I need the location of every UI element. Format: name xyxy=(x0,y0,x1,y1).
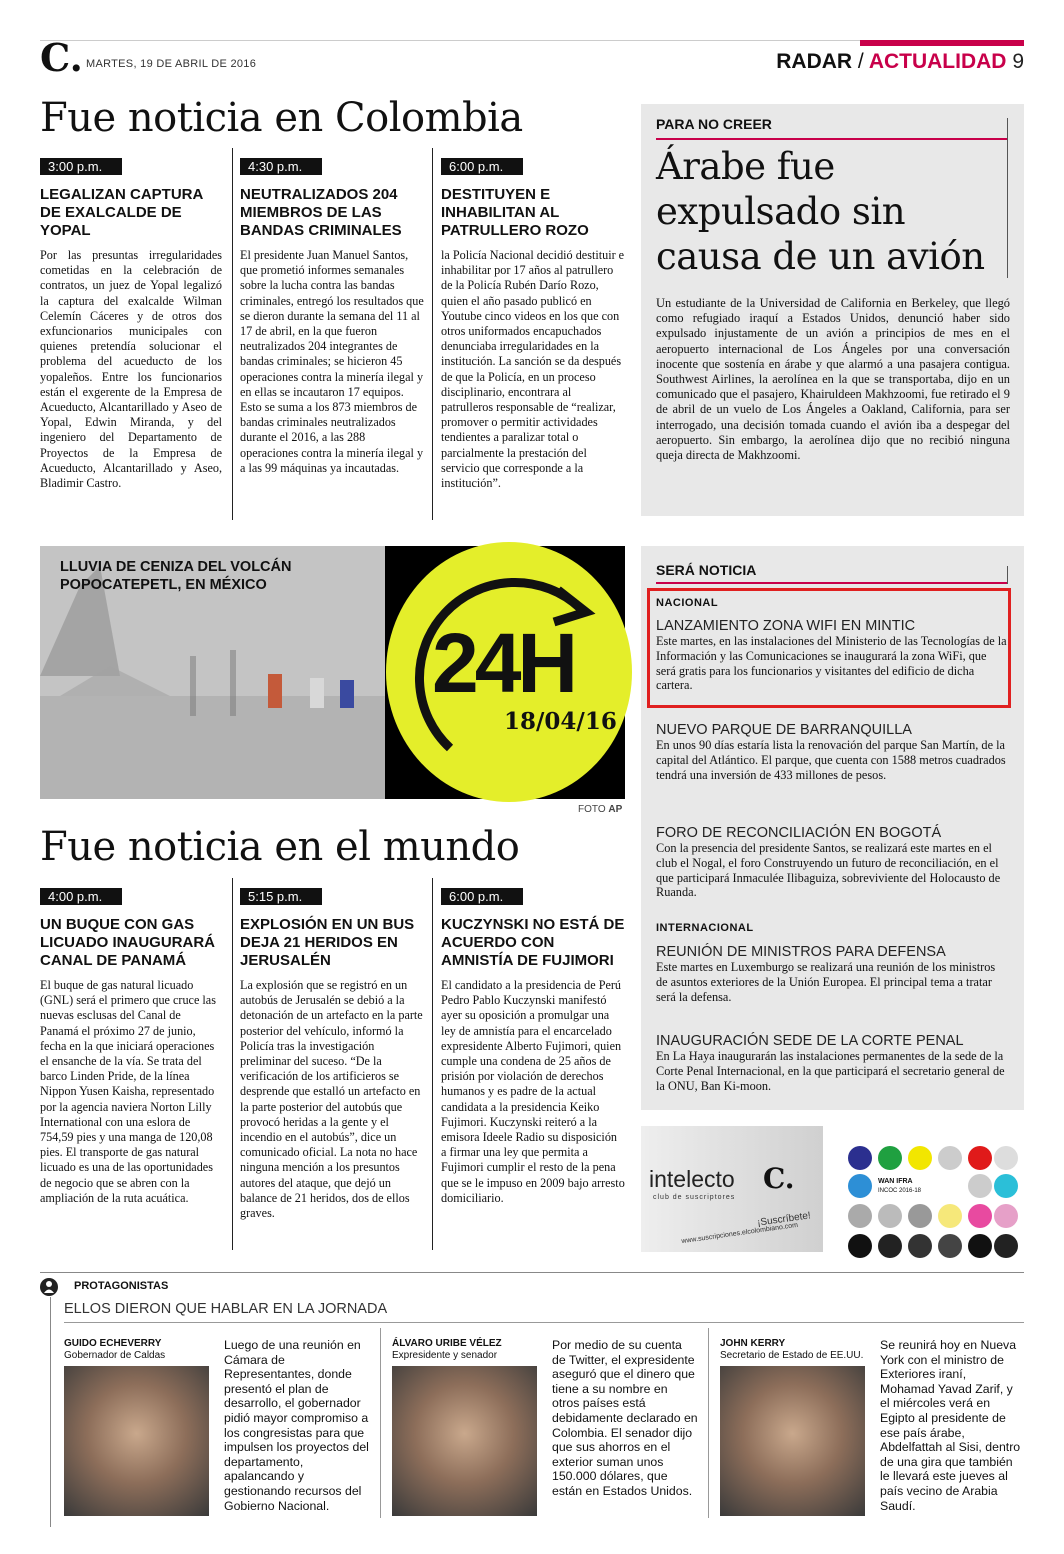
issue-date: MARTES, 19 DE ABRIL DE 2016 xyxy=(86,58,257,70)
color-registration-marks xyxy=(840,1140,1024,1268)
story-body: la Policía Nacional decidió destituir e inhabilitar por 17 años al patrullero de la Policía Rubén Darío Rozo, quien el año pasado publicó en Youtube cinco videos en los que con otros uniformados encapuchados denunciaba irregularidades en la institución. La sanción se da después de que la Policía, en un proceso disciplinario, encontrara al patrulleros responsable de “realizar, promover o permitir actividades tendientes a paralizar total o parcialmente la prestación del servicio que corresponde a la institución”. xyxy=(441,248,625,491)
section-label xyxy=(776,50,1024,74)
item-body: En La Haya inaugurarán las instalaciones permanentes de la sede de la Corte Penal Internacional, en la que participará el secretario general de la ONU, Ban Ki-moon. xyxy=(656,1049,1005,1093)
mundo-story-3 xyxy=(441,888,625,1206)
protagonist-text: Por medio de su cuenta de Twitter, el expresidente aseguró que el dinero que tiene a su nombre en otros países está debidamente declarado en Colombia. El senador dijo que sus ahorros en el exterior suman unos 150.000 dólares, que están en Estados Unidos. xyxy=(552,1338,698,1498)
kicker-rule xyxy=(656,138,1008,140)
mundo-title: Fue noticia en el mundo xyxy=(40,824,520,870)
protagonist-role: Gobernador de Caldas xyxy=(64,1350,166,1361)
section-color-bar xyxy=(860,40,1024,46)
protagonist-photo xyxy=(392,1366,537,1516)
colombia-story-2 xyxy=(240,158,424,476)
newspaper-logo: C. xyxy=(40,35,83,80)
ad-club: club de suscriptores xyxy=(653,1194,736,1201)
sera-noticia-item-5 xyxy=(656,1033,1008,1093)
swatch xyxy=(994,1146,1018,1170)
story-body: El presidente Juan Manuel Santos, que prometió informes semanales sobre la lucha contra las bandas criminales, entregó los resultados que se dieron durante la semana del 11 al 17 de abril, en la que fueron neutralizados 204 integrantes de bandas criminales; se hicieron 45 operaciones contra la minería ilegal y en ellas se incautaron 17 equipos. Esto se suma a los 873 miembros de bandas criminales neutralizados durante el 2016, a las 288 operaciones contra la minería ilegal y a las 99 máquinas ya incautadas. xyxy=(240,248,424,475)
intelecto-ad[interactable] xyxy=(641,1126,823,1252)
protagonist-divider xyxy=(708,1328,709,1518)
protagonist-name: ÁLVARO URIBE VÉLEZ xyxy=(392,1338,502,1349)
panel-corner-rule xyxy=(1007,118,1008,278)
page-number: 9 xyxy=(1012,50,1024,73)
column-divider xyxy=(232,878,233,1250)
protagonist-photo xyxy=(720,1366,865,1516)
swatch xyxy=(968,1204,992,1228)
story-time: 6:00 p.m. xyxy=(441,888,523,905)
24h-label: 24H xyxy=(432,616,575,710)
para-no-creer-panel xyxy=(641,104,1024,516)
photo-caption: LLUVIA DE CENIZA DEL VOLCÁN POPOCATEPETL, EN MÉXICO xyxy=(60,559,292,593)
swatch xyxy=(908,1146,932,1170)
colombia-title: Fue noticia en Colombia xyxy=(40,95,523,141)
protagonistas-top-rule xyxy=(40,1272,1024,1273)
swatch xyxy=(848,1174,872,1198)
colombia-story-1 xyxy=(40,158,222,491)
item-body: Este martes en Luxemburgo se realizará una reunión de los ministros de asuntos exteriores de la Unión Europea. El principal tema a tratar será la defensa. xyxy=(656,960,996,1004)
story-body: El candidato a la presidencia de Perú Pedro Pablo Kuczynski manifestó ayer su oposición a promulgar una ley de amnistía para el encarcelado expresidente Alberto Fujimori, quien cumple una condena de 25 años de prisión por violación de derechos humanos y es padre de la actual candidata a la presidencia Keiko Fujimori. Kuczynski reiteró a la emisora Ideele Radio su disposición a firmar una ley que permita a Fujimori cumplir el resto de la pena que se le impuso en 2009 bajo arresto domiciliario. xyxy=(441,978,625,1205)
sera-noticia-item-2 xyxy=(656,722,1008,782)
item-headline: FORO DE RECONCILIACIÓN EN BOGOTÁ xyxy=(656,825,942,841)
story-headline: DESTITUYEN E INHABILITAN AL PATRULLERO ROZO xyxy=(441,186,589,239)
item-body: Este martes, en las instalaciones del Ministerio de las Tecnologías de la Información y las Comunicaciones se inaugurará la zona WiFi, que será gratis para los funcionarios y visitantes del edificio de dicha cartera. xyxy=(656,634,1007,693)
swatch xyxy=(908,1234,932,1258)
sera-noticia-kicker: SERÁ NOTICIA xyxy=(656,562,757,578)
ad-url: www.suscripciones.elcolombiano.com xyxy=(681,1221,799,1246)
swatch xyxy=(938,1146,962,1170)
swatch xyxy=(848,1204,872,1228)
story-time: 4:30 p.m. xyxy=(240,158,322,175)
story-time: 6:00 p.m. xyxy=(441,158,523,175)
swatch xyxy=(878,1146,902,1170)
item-headline: LANZAMIENTO ZONA WIFI EN MINTIC xyxy=(656,618,916,634)
para-no-creer-body: Un estudiante de la Universidad de California en Berkeley, que llegó como refugiado iraquí a Estados Unidos, denunció haber sido expulsado injustamente de un avión a principios de mes en el aeropuerto internacional de Los Ángeles por una conversación inocente que sostenía en árabe y que alarmó a una pasajera contigua. Southwest Airlines, la aerolínea en la que se transportaba, dijo en un comunicado que el pasajero, Khairuldeen Makhzoomi, fue retirado el 9 de abril de un vuelo de Los Ángeles a Oakland, California, para ser interrogado, una decisión tomada cuando el avión iba a despegar del aeropuerto. Sin embargo, la aerolínea dijo que no recibió ninguna queja directa de Makhzoomi. xyxy=(656,296,1010,463)
sera-noticia-item-1 xyxy=(656,618,1008,693)
swatch xyxy=(968,1174,992,1198)
story-time: 3:00 p.m. xyxy=(40,158,122,175)
protagonist-name: JOHN KERRY xyxy=(720,1338,786,1349)
protagonistas-subtitle: ELLOS DIERON QUE HABLAR EN LA JORNADA xyxy=(64,1301,388,1317)
story-headline: LEGALIZAN CAPTURA DE EXALCALDE DE YOPAL xyxy=(40,186,203,239)
swatch xyxy=(938,1234,962,1258)
swatch xyxy=(908,1204,932,1228)
swatch xyxy=(994,1204,1018,1228)
protagonistas-label: PROTAGONISTAS xyxy=(74,1280,169,1292)
story-headline: NEUTRALIZADOS 204 MIEMBROS DE LAS BANDAS CRIMINALES xyxy=(240,186,402,239)
swatch xyxy=(848,1146,872,1170)
item-headline: REUNIÓN DE MINISTROS PARA DEFENSA xyxy=(656,944,946,960)
column-divider xyxy=(232,148,233,520)
item-body: Con la presencia del presidente Santos, se realizará este martes en el club el Nogal, el foro Construyendo un futuro de reconciliación, en el que participará Inmaculée Ilibaguiza, sobreviviente del Holocausto de Ruanda. xyxy=(656,841,1001,900)
item-headline: NUEVO PARQUE DE BARRANQUILLA xyxy=(656,722,912,738)
ad-logo: C. xyxy=(763,1162,795,1195)
story-time: 4:00 p.m. xyxy=(40,888,122,905)
item-body: En unos 90 días estaría lista la renovación del parque San Martín, de la capital del Atlántico. El parque, que cuenta con 1588 metros cuadrados tendrá una inversión de 433 millones de pesos. xyxy=(656,738,1006,782)
incoc-label: INCOC 2016-18 xyxy=(878,1188,922,1194)
panel-corner-rule xyxy=(1007,566,1008,584)
ad-brand: intelecto xyxy=(649,1166,735,1192)
kicker-rule xyxy=(656,582,1008,584)
para-no-creer-title: Árabe fue expulsado sin causa de un avión xyxy=(656,145,985,278)
swatch xyxy=(878,1204,902,1228)
protagonist-role: Secretario de Estado de EE.UU. xyxy=(720,1350,864,1361)
protagonist-role: Expresidente y senador xyxy=(392,1350,498,1361)
section-radar: RADAR xyxy=(776,50,853,73)
internacional-tag: INTERNACIONAL xyxy=(656,922,754,934)
protagonist-text: Luego de una reunión en Cámara de Representantes, donde presentó el plan de desarrollo, el gobernador pidió mayor compromiso a los congresistas para que impulsen los proyectos del departamento, apalancando y gestionando recursos del Gobierno Nacional. xyxy=(224,1338,369,1513)
column-divider xyxy=(432,148,433,520)
story-headline: UN BUQUE CON GAS LICUADO INAUGURARÁ CANAL DE PANAMÁ xyxy=(40,916,215,969)
protagonist-divider xyxy=(380,1328,381,1518)
mundo-story-1 xyxy=(40,888,222,1206)
colombia-story-3 xyxy=(441,158,625,491)
section-actualidad: ACTUALIDAD xyxy=(868,50,1007,73)
swatch xyxy=(968,1234,992,1258)
wan-ifra-label: WAN IFRA xyxy=(878,1178,913,1185)
24h-date: 18/04/16 xyxy=(504,708,617,735)
photo-credit: FOTO AP xyxy=(578,804,623,815)
story-headline: EXPLOSIÓN EN UN BUS DEJA 21 HERIDOS EN JERUSALÉN xyxy=(240,916,415,969)
story-body: La explosión que se registró en un autobús de Jerusalén se debió a la detonación de un artefacto en la parte posterior del vehículo, informó la Policía tras la investigación preliminar del suceso. “De la verificación de los artificieros se desprende que estalló un artefacto en la parte posterior del autobús que provocó heridas a la gente y el incendio en el autobús”, dice un comunicado oficial. La nota no hace ninguna mención a los presuntos autores del ataque, que dejó un balance de 21 heridos, dos de ellos graves. xyxy=(240,978,423,1221)
sera-noticia-item-4 xyxy=(656,944,1008,1004)
swatch xyxy=(994,1234,1018,1258)
protagonist-photo xyxy=(64,1366,209,1516)
swatch xyxy=(878,1234,902,1258)
column-divider xyxy=(432,878,433,1250)
section-slash: / xyxy=(857,50,864,73)
para-no-creer-kicker: PARA NO CREER xyxy=(656,116,772,132)
person-icon xyxy=(40,1278,58,1296)
ad-cta: ¡Suscríbete! xyxy=(756,1210,812,1229)
swatch xyxy=(938,1204,962,1228)
item-headline: INAUGURACIÓN SEDE DE LA CORTE PENAL xyxy=(656,1033,964,1049)
sera-noticia-item-3 xyxy=(656,825,1008,900)
swatch xyxy=(968,1146,992,1170)
nacional-tag: NACIONAL xyxy=(656,597,719,609)
protagonist-name: GUIDO ECHEVERRY xyxy=(64,1338,162,1349)
mundo-story-2 xyxy=(240,888,424,1221)
protagonist-text: Se reunirá hoy en Nueva York con el ministro de Exteriores iraní, Mohamad Yavad Zarif, y el miércoles verá en Egipto al presidente de ese país árabe, Abdelfattah al Sisi, dentro de una gira que también le llevará este jueves al país vecino de Arabia Saudí. xyxy=(880,1338,1021,1513)
protagonistas-side-rule xyxy=(50,1297,51,1527)
story-time: 5:15 p.m. xyxy=(240,888,322,905)
story-body: Por las presuntas irregularidades cometidas en la celebración de contratos, un juez de Yopal legalizó la captura del exalcalde Wilman Celemín Cáceres y de otros dos exfuncionarios municipales con quienes pretendía solucionar el problema del acueducto de los yopaleños. Entre los funcionarios están el exgerente de la Empresa de Acueducto, Alcantarillado y Aseo de Yopal, Edwin Miranda, y del ingeniero del Departamento de Proyectos de la Empresa de Acueducto, Alcantarillado y Aseo, Bladimir Castro. xyxy=(40,248,222,491)
story-headline: KUCZYNSKI NO ESTÁ DE ACUERDO CON AMNISTÍA DE FUJIMORI xyxy=(441,916,625,969)
protagonistas-sub-rule xyxy=(64,1322,1024,1323)
swatch xyxy=(994,1174,1018,1198)
story-body: El buque de gas natural licuado (GNL) será el primero que cruce las nuevas esclusas del Canal de Panamá el próximo 27 de junio, fecha en la que iniciará operaciones el ensanche de la vía. Se trata del barco Linden Pride, de la línea Nippon Yusen Kaisha, representado por la agencia naviera Norton Lilly International con una eslora de 754,59 pies y una manga de 120,08 pies. El transporte de gas natural licuado es una de las oportunidades de negocio que se abren con la ampliación de la ruta acuática. xyxy=(40,978,216,1205)
swatch xyxy=(848,1234,872,1258)
